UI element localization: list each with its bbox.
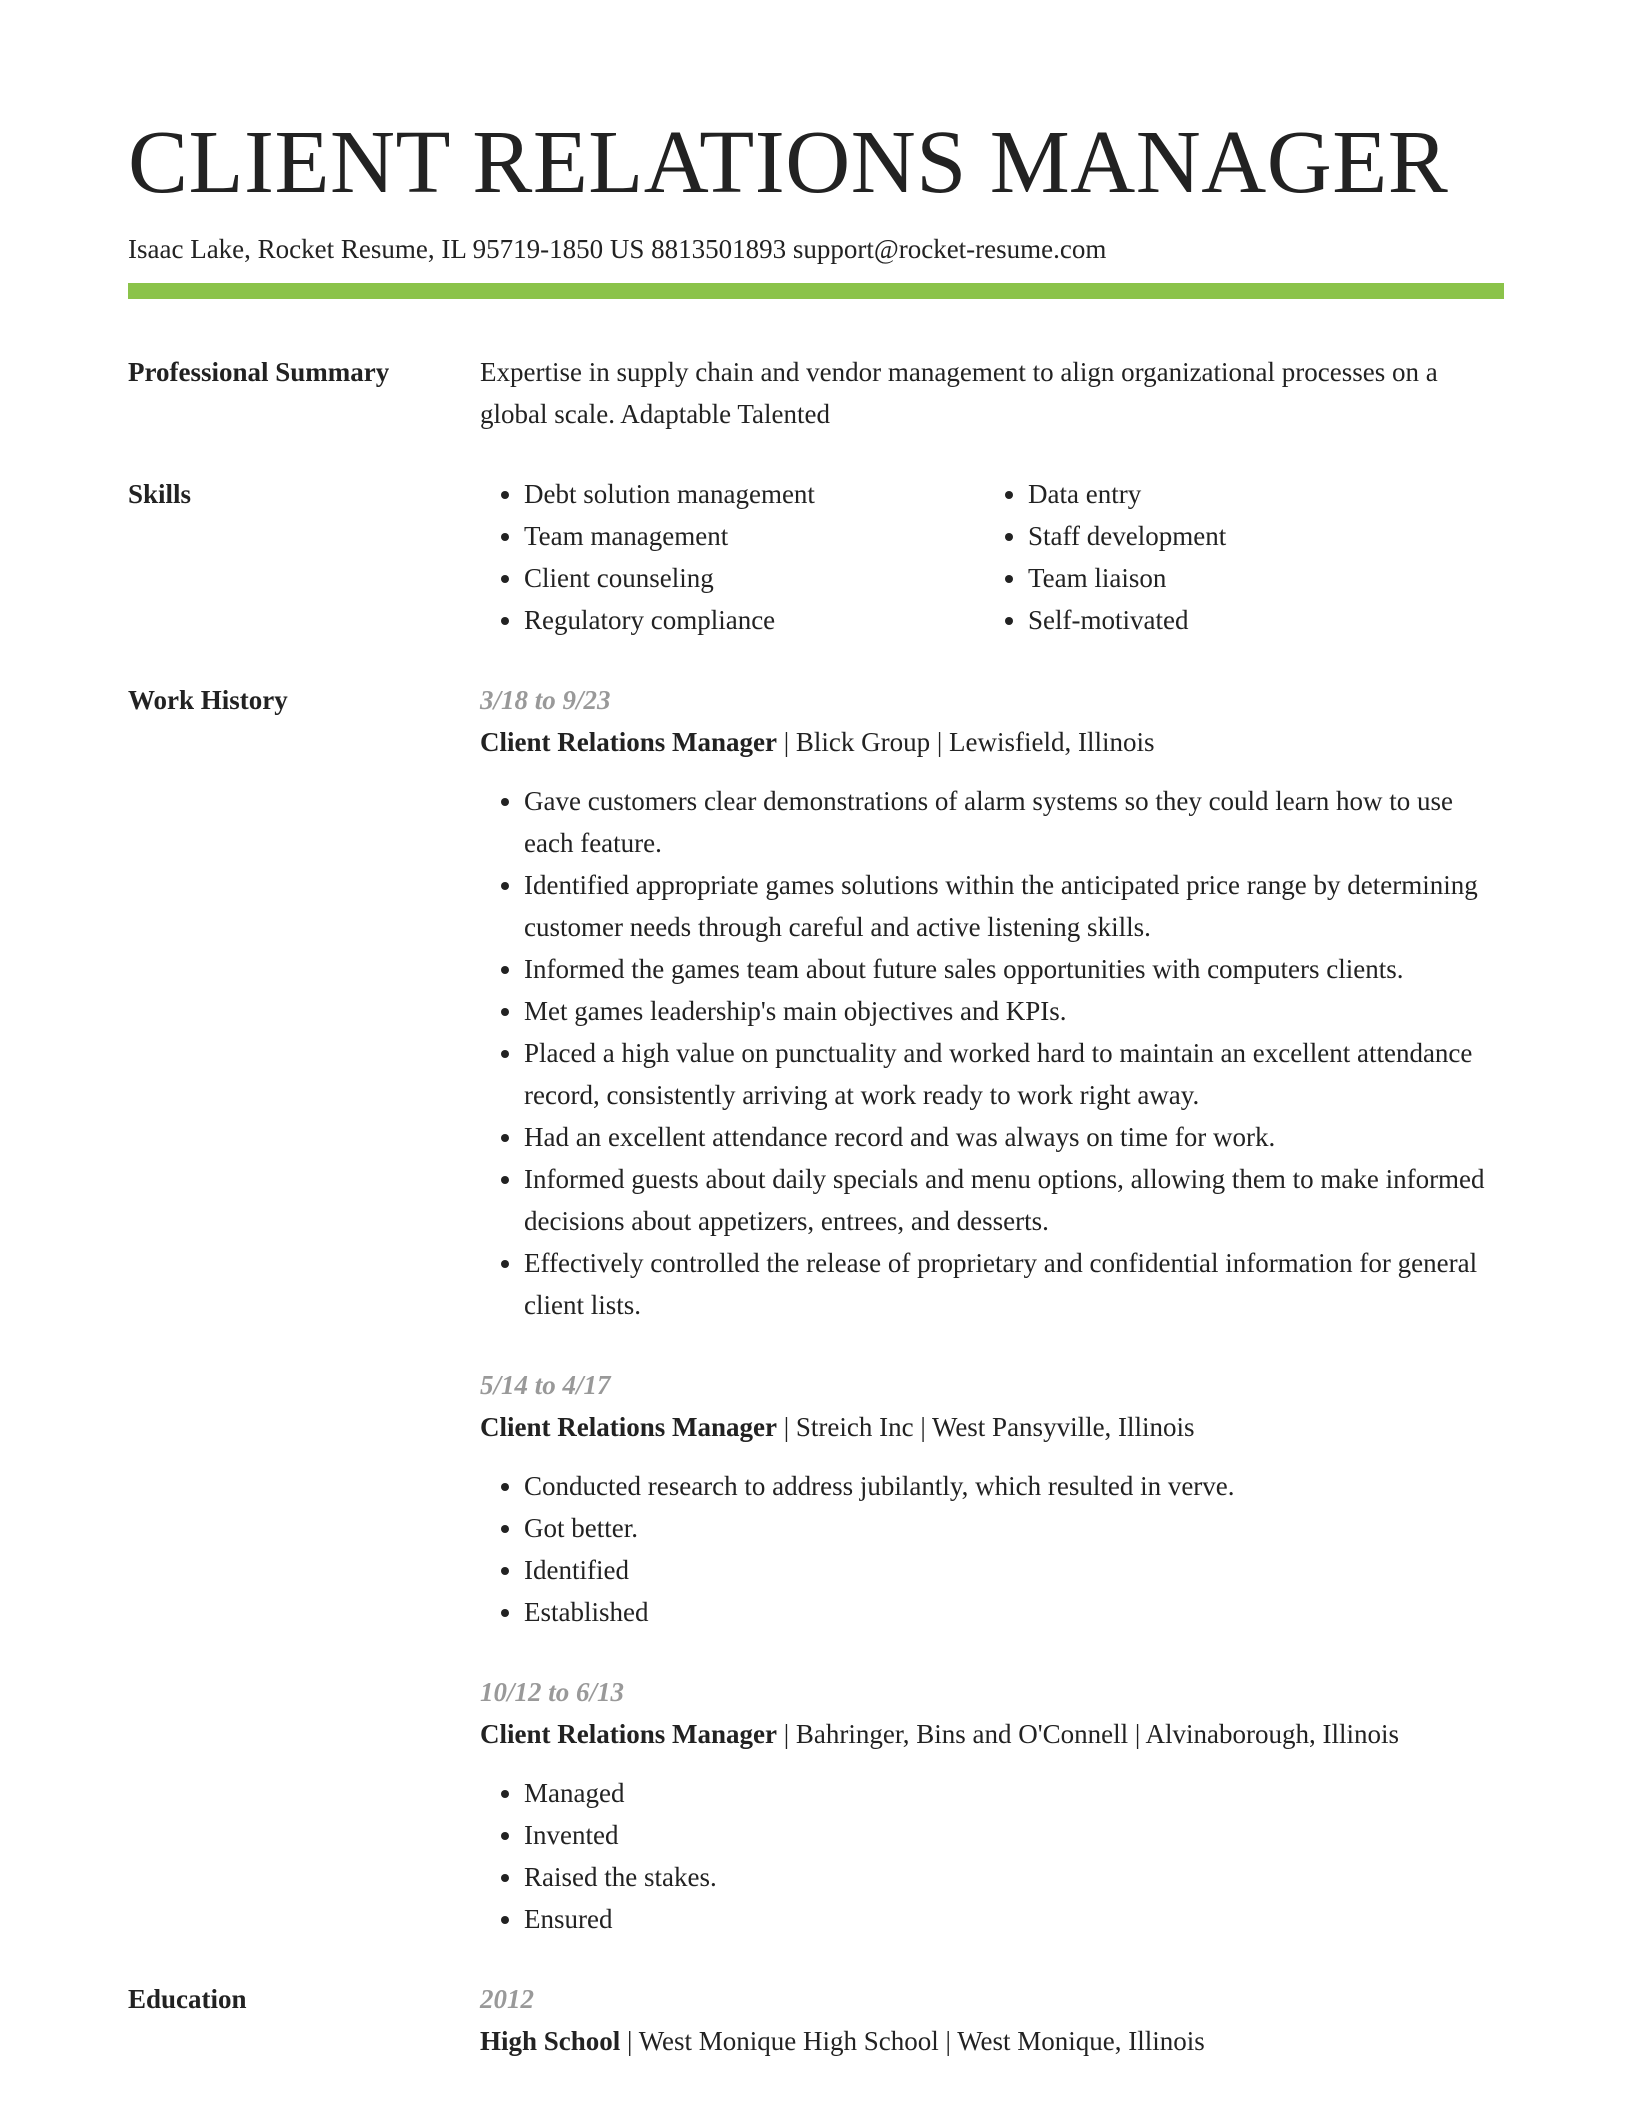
education-date: 2012	[480, 1984, 534, 2015]
resume-title: CLIENT RELATIONS MANAGER	[128, 113, 1449, 212]
skills-section	[128, 473, 1504, 641]
contact-line: Isaac Lake, Rocket Resume, IL 95719-1850 US 8813501893 support@rocket-resume.com	[128, 234, 1107, 264]
skill-item: • Debt solution management	[524, 473, 984, 515]
job-entry	[480, 1671, 1504, 1940]
job-details: | Blick Group | Lewisfield, Illinois	[776, 727, 1155, 758]
skills-column-1	[480, 473, 984, 641]
professional-summary-section	[128, 351, 1504, 435]
job-bullet: • Invented	[524, 1814, 1504, 1856]
job-bullet: • Ensured	[524, 1898, 1504, 1940]
section-label: Education	[128, 1984, 247, 2015]
job-dates: 3/18 to 9/23	[480, 685, 611, 716]
skill-item: • Team liaison	[1028, 557, 1488, 599]
job-bullet: • Placed a high value on punctuality and worked hard to maintain an excellent attendance record, consistently arriving at work ready to work right away.	[524, 1032, 1504, 1116]
job-bullet: • Gave customers clear demonstrations of alarm systems so they could learn how to use each feature.	[524, 780, 1504, 864]
job-bullet: • Met games leadership's main objectives and KPIs.	[524, 990, 1504, 1032]
job-bullet: • Got better.	[524, 1507, 1504, 1549]
skill-item: • Self-motivated	[1028, 599, 1488, 641]
job-dates: 5/14 to 4/17	[480, 1370, 611, 1401]
skill-item: • Staff development	[1028, 515, 1488, 557]
summary-text: Expertise in supply chain and vendor management to align organizational processes on a global scale. Adaptable Talented	[480, 357, 1438, 430]
job-bullet: • Informed guests about daily specials and menu options, allowing them to make informed decisions about appetizers, entrees, and desserts.	[524, 1158, 1504, 1242]
education-section	[128, 1978, 1504, 2062]
job-bullet: • Informed the games team about future sales opportunities with computers clients.	[524, 948, 1504, 990]
job-bullet: • Established	[524, 1591, 1504, 1633]
job-bullet: • Conducted research to address jubilantly, which resulted in verve.	[524, 1465, 1504, 1507]
skills-column-2	[984, 473, 1488, 641]
job-dates: 10/12 to 6/13	[480, 1677, 625, 1708]
education-degree: High School	[480, 2026, 621, 2057]
section-label: Work History	[128, 685, 288, 716]
job-details: | Streich Inc | West Pansyville, Illinois	[776, 1412, 1195, 1443]
skill-item: • Data entry	[1028, 473, 1488, 515]
section-label: Skills	[128, 479, 192, 510]
accent-divider	[128, 283, 1504, 299]
job-details: | Bahringer, Bins and O'Connell | Alvinaborough, Illinois	[776, 1719, 1400, 1750]
job-entry	[480, 679, 1504, 1326]
skill-item: • Regulatory compliance	[524, 599, 984, 641]
job-bullet: • Raised the stakes.	[524, 1856, 1504, 1898]
job-bullet: • Identified	[524, 1549, 1504, 1591]
education-details: | West Monique High School | West Monique, Illinois	[620, 2026, 1205, 2057]
skill-item: • Team management	[524, 515, 984, 557]
section-label: Professional Summary	[128, 357, 390, 388]
job-bullet: • Identified appropriate games solutions within the anticipated price range by determining customer needs through careful and active listening skills.	[524, 864, 1504, 948]
job-title: Client Relations Manager	[480, 1719, 777, 1750]
skill-item: • Client counseling	[524, 557, 984, 599]
job-bullet: • Managed	[524, 1772, 1504, 1814]
job-entry	[480, 1364, 1504, 1633]
job-title: Client Relations Manager	[480, 1412, 777, 1443]
job-title: Client Relations Manager	[480, 727, 777, 758]
work-history-section	[128, 679, 1504, 1940]
job-bullet: • Had an excellent attendance record and was always on time for work.	[524, 1116, 1504, 1158]
job-bullet: • Effectively controlled the release of proprietary and confidential information for general client lists.	[524, 1242, 1504, 1326]
